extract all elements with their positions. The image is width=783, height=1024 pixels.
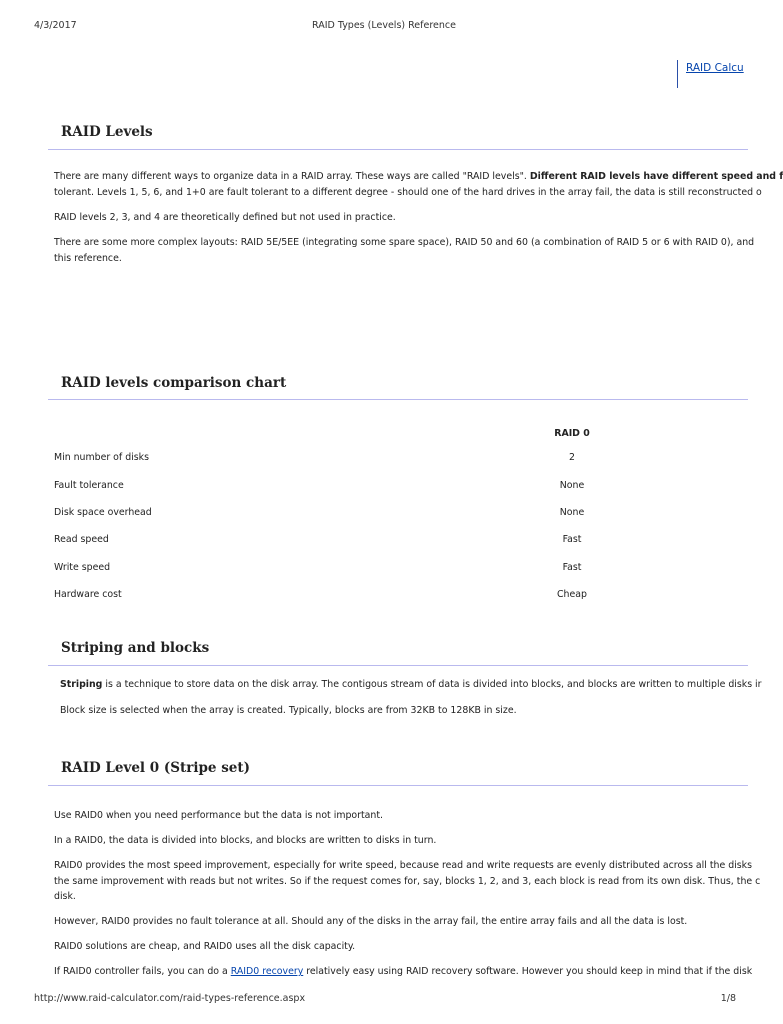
raid0-paragraph-2: In a RAID0, the data is divided into blocks, and blocks are written to disks in turn. (54, 835, 437, 846)
raid0-paragraph-3-line-3: disk. (54, 891, 76, 902)
section-divider (48, 785, 748, 786)
paragraph-bold-text: Different RAID levels have different speed and f (529, 171, 783, 182)
raid0-paragraph-3-line-2: the same improvement with reads but not writes. So if the request comes for, say, blocks 1, 2, and 3, each block is read from its own disk. Thus, the c (54, 876, 761, 887)
print-page-url: http://www.raid-calculator.com/raid-types-reference.aspx (34, 993, 306, 1004)
comparison-row-value: Fast (562, 534, 582, 545)
print-footer (0, 993, 768, 1007)
raid0-paragraph-3: RAID0 provides the most speed improvement, especially for write speed, because read and write requests are evenly distributed across all the disks (54, 860, 752, 871)
comparison-column-header: RAID 0 (554, 428, 590, 439)
raid-levels-paragraph-3-line-2: this reference. (54, 253, 122, 264)
raid0-paragraph-4: However, RAID0 provides no fault tolerance at all. Should any of the disks in the array fail, the entire array fails and all the data is lost. (54, 916, 688, 927)
raid-calculator-nav (677, 60, 744, 88)
raid-levels-paragraph-3: There are some more complex layouts: RAID 5E/5EE (integrating some spare space), RAID 50 and 60 (a combination of RAID 5 or 6 with RAID 0), and (54, 237, 755, 248)
comparison-row-label: Fault tolerance (54, 480, 124, 491)
section-divider (48, 665, 748, 666)
comparison-row-label: Min number of disks (54, 452, 149, 463)
paragraph-text: is a technique to store data on the disk array. The contigous stream of data is divided into blocks, and blocks are written to multiple disks ir (102, 679, 762, 690)
section-divider (48, 149, 748, 150)
comparison-row-value: None (559, 480, 585, 491)
paragraph-bold-text: Striping (60, 679, 103, 690)
comparison-row-value: 2 (569, 452, 575, 463)
comparison-row-value: Cheap (557, 589, 587, 600)
raid-levels-paragraph-1 (54, 169, 783, 185)
print-date: 4/3/2017 (34, 20, 77, 31)
section-divider (48, 399, 748, 400)
paragraph-text: If RAID0 controller fails, you can do a (54, 966, 231, 977)
print-page-number: 1/8 (720, 993, 736, 1004)
section-title-striping: Striping and blocks (61, 640, 210, 656)
raid-levels-paragraph-2: RAID levels 2, 3, and 4 are theoretically defined but not used in practice. (54, 212, 396, 223)
paragraph-text: relatively easy using RAID recovery software. However you should keep in mind that if the disk (303, 966, 753, 977)
paragraph-text: There are many different ways to organize data in a RAID array. These ways are called "RAID levels". (54, 171, 530, 182)
raid-calculator-link[interactable]: RAID Calcu (686, 62, 744, 74)
raid-levels-paragraph-1-line-2: tolerant. Levels 1, 5, 6, and 1+0 are fault tolerant to a different degree - should one of the hard drives in the array fail, the data is still reconstructed o (54, 187, 762, 198)
striping-paragraph-2: Block size is selected when the array is created. Typically, blocks are from 32KB to 128KB in size. (60, 705, 517, 716)
section-title-comparison: RAID levels comparison chart (61, 375, 287, 391)
raid0-paragraph-6 (54, 964, 774, 980)
comparison-row-label: Disk space overhead (54, 507, 152, 518)
raid0-paragraph-5: RAID0 solutions are cheap, and RAID0 uses all the disk capacity. (54, 941, 356, 952)
section-title-raid-levels: RAID Levels (61, 124, 153, 140)
comparison-row-label: Read speed (54, 534, 109, 545)
raid0-paragraph-1: Use RAID0 when you need performance but the data is not important. (54, 810, 384, 821)
comparison-row-value: Fast (562, 562, 582, 573)
print-page-title: RAID Types (Levels) Reference (312, 20, 456, 31)
comparison-row-label: Write speed (54, 562, 111, 573)
striping-paragraph-1 (60, 677, 780, 693)
comparison-row-value: None (559, 507, 585, 518)
section-title-raid0: RAID Level 0 (Stripe set) (61, 760, 251, 776)
raid0-recovery-link[interactable]: RAID0 recovery (230, 966, 304, 977)
comparison-row-label: Hardware cost (54, 589, 122, 600)
